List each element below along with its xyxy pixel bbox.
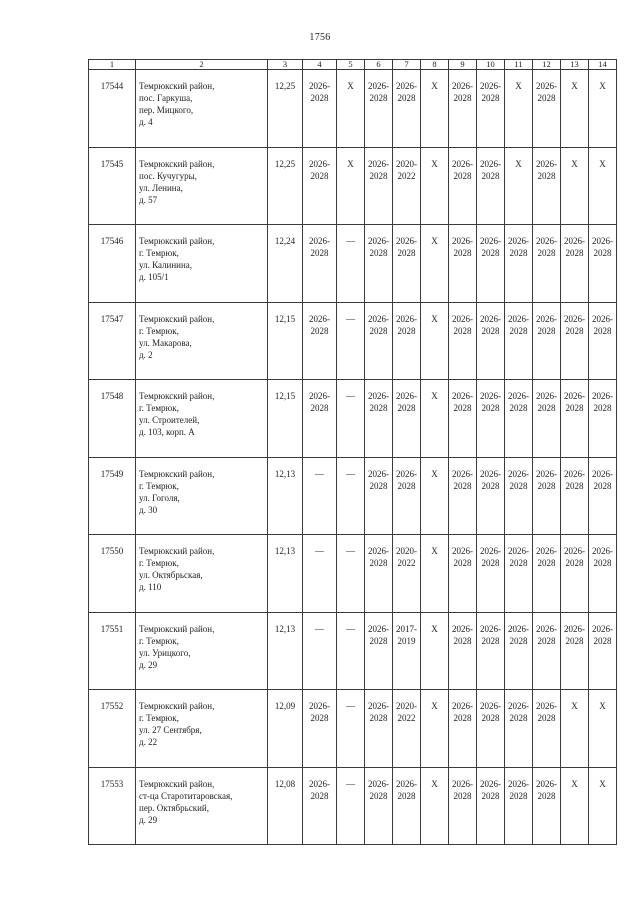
period-cell: 2026- 2028 bbox=[365, 225, 393, 303]
column-header: 13 bbox=[561, 60, 589, 70]
period-cell: 2026- 2028 bbox=[589, 535, 617, 613]
period-cell: X bbox=[421, 457, 449, 535]
address-cell: Темрюкский район, пос. Кучугуры, ул. Ленина, д. 57 bbox=[136, 147, 268, 225]
period-cell: 2026- 2028 bbox=[477, 690, 505, 768]
period-cell: 2026- 2028 bbox=[393, 302, 421, 380]
period-cell: X bbox=[421, 690, 449, 768]
period-cell: 2026- 2028 bbox=[303, 302, 337, 380]
period-cell: X bbox=[561, 690, 589, 768]
period-cell: — bbox=[303, 612, 337, 690]
column-header: 8 bbox=[421, 60, 449, 70]
record-number-cell: 17550 bbox=[89, 535, 136, 613]
period-cell: 2026- 2028 bbox=[533, 302, 561, 380]
value-cell: 12,25 bbox=[268, 147, 303, 225]
period-cell: 2026- 2028 bbox=[449, 690, 477, 768]
period-cell: 2026- 2028 bbox=[303, 147, 337, 225]
period-cell: 2026- 2028 bbox=[477, 380, 505, 458]
table-row bbox=[89, 380, 617, 458]
period-cell: 2026- 2028 bbox=[393, 457, 421, 535]
period-cell: 2026- 2028 bbox=[505, 380, 533, 458]
period-cell: 2026- 2028 bbox=[477, 535, 505, 613]
period-cell: 2026- 2028 bbox=[449, 612, 477, 690]
period-cell: 2026- 2028 bbox=[533, 612, 561, 690]
period-cell: 2026- 2028 bbox=[365, 70, 393, 148]
table-row bbox=[89, 767, 617, 845]
value-cell: 12,08 bbox=[268, 767, 303, 845]
period-cell: 2026- 2028 bbox=[477, 612, 505, 690]
period-cell: 2026- 2028 bbox=[449, 302, 477, 380]
period-cell: 2026- 2028 bbox=[477, 225, 505, 303]
period-cell: X bbox=[421, 302, 449, 380]
period-cell: 2026- 2028 bbox=[533, 690, 561, 768]
period-cell: X bbox=[421, 767, 449, 845]
period-cell: 2026- 2028 bbox=[561, 380, 589, 458]
address-cell: Темрюкский район, пос. Гаркуша, пер. Мицкого, д. 4 bbox=[136, 70, 268, 148]
record-number-cell: 17548 bbox=[89, 380, 136, 458]
period-cell: — bbox=[337, 767, 365, 845]
registry-table bbox=[88, 59, 617, 845]
value-cell: 12,25 bbox=[268, 70, 303, 148]
period-cell: X bbox=[421, 70, 449, 148]
period-cell: X bbox=[505, 70, 533, 148]
record-number-cell: 17551 bbox=[89, 612, 136, 690]
period-cell: X bbox=[421, 225, 449, 303]
period-cell: 2026- 2028 bbox=[365, 457, 393, 535]
period-cell: 2026- 2028 bbox=[303, 767, 337, 845]
period-cell: 2026- 2028 bbox=[303, 70, 337, 148]
period-cell: X bbox=[589, 70, 617, 148]
period-cell: 2026- 2028 bbox=[505, 612, 533, 690]
period-cell: — bbox=[303, 535, 337, 613]
period-cell: 2026- 2028 bbox=[393, 767, 421, 845]
address-cell: Темрюкский район, г. Темрюк, ул. Макарова, д. 2 bbox=[136, 302, 268, 380]
address-cell: Темрюкский район, г. Темрюк, ул. Гоголя, д. 30 bbox=[136, 457, 268, 535]
period-cell: X bbox=[421, 147, 449, 225]
table-body bbox=[89, 70, 617, 845]
period-cell: 2026- 2028 bbox=[365, 767, 393, 845]
period-cell: 2026- 2028 bbox=[393, 70, 421, 148]
period-cell: X bbox=[561, 767, 589, 845]
record-number-cell: 17545 bbox=[89, 147, 136, 225]
period-cell: 2026- 2028 bbox=[589, 380, 617, 458]
period-cell: X bbox=[561, 70, 589, 148]
period-cell: 2026- 2028 bbox=[449, 767, 477, 845]
period-cell: 2026- 2028 bbox=[533, 225, 561, 303]
period-cell: 2026- 2028 bbox=[505, 535, 533, 613]
period-cell: 2026- 2028 bbox=[393, 380, 421, 458]
period-cell: 2026- 2028 bbox=[365, 302, 393, 380]
period-cell: — bbox=[337, 302, 365, 380]
table-row bbox=[89, 302, 617, 380]
period-cell: — bbox=[303, 457, 337, 535]
period-cell: 2026- 2028 bbox=[303, 225, 337, 303]
period-cell: — bbox=[337, 690, 365, 768]
period-cell: 2020- 2022 bbox=[393, 690, 421, 768]
period-cell: — bbox=[337, 457, 365, 535]
table-row bbox=[89, 535, 617, 613]
period-cell: 2020- 2022 bbox=[393, 147, 421, 225]
column-header: 3 bbox=[268, 60, 303, 70]
table-row bbox=[89, 70, 617, 148]
address-cell: Темрюкский район, г. Темрюк, ул. Строителей, д. 103, корп. А bbox=[136, 380, 268, 458]
period-cell: X bbox=[421, 380, 449, 458]
period-cell: X bbox=[589, 767, 617, 845]
period-cell: 2017- 2019 bbox=[393, 612, 421, 690]
column-header: 7 bbox=[393, 60, 421, 70]
period-cell: X bbox=[589, 147, 617, 225]
table-row bbox=[89, 612, 617, 690]
period-cell: 2026- 2028 bbox=[533, 457, 561, 535]
period-cell: X bbox=[337, 70, 365, 148]
value-cell: 12,24 bbox=[268, 225, 303, 303]
record-number-cell: 17549 bbox=[89, 457, 136, 535]
table-row bbox=[89, 690, 617, 768]
period-cell: 2026- 2028 bbox=[449, 147, 477, 225]
period-cell: 2026- 2028 bbox=[561, 612, 589, 690]
period-cell: 2026- 2028 bbox=[533, 767, 561, 845]
period-cell: 2026- 2028 bbox=[477, 302, 505, 380]
period-cell: 2026- 2028 bbox=[477, 147, 505, 225]
table-row bbox=[89, 225, 617, 303]
record-number-cell: 17546 bbox=[89, 225, 136, 303]
period-cell: 2026- 2028 bbox=[533, 380, 561, 458]
value-cell: 12,15 bbox=[268, 302, 303, 380]
period-cell: 2026- 2028 bbox=[477, 767, 505, 845]
column-header: 6 bbox=[365, 60, 393, 70]
period-cell: 2026- 2028 bbox=[533, 535, 561, 613]
period-cell: 2026- 2028 bbox=[365, 380, 393, 458]
period-cell: 2026- 2028 bbox=[365, 690, 393, 768]
record-number-cell: 17553 bbox=[89, 767, 136, 845]
period-cell: 2026- 2028 bbox=[589, 612, 617, 690]
column-header: 14 bbox=[589, 60, 617, 70]
period-cell: 2026- 2028 bbox=[561, 225, 589, 303]
column-header: 10 bbox=[477, 60, 505, 70]
period-cell: 2026- 2028 bbox=[365, 147, 393, 225]
record-number-cell: 17547 bbox=[89, 302, 136, 380]
column-header: 11 bbox=[505, 60, 533, 70]
period-cell: — bbox=[337, 612, 365, 690]
period-cell: X bbox=[421, 535, 449, 613]
record-number-cell: 17552 bbox=[89, 690, 136, 768]
period-cell: 2026- 2028 bbox=[589, 225, 617, 303]
address-cell: Темрюкский район, ст-ца Старотитаровская, пер. Октябрьский, д. 29 bbox=[136, 767, 268, 845]
header-row bbox=[89, 60, 617, 70]
period-cell: 2026- 2028 bbox=[449, 535, 477, 613]
column-header: 2 bbox=[136, 60, 268, 70]
period-cell: 2026- 2028 bbox=[303, 380, 337, 458]
period-cell: 2026- 2028 bbox=[505, 302, 533, 380]
value-cell: 12,09 bbox=[268, 690, 303, 768]
period-cell: X bbox=[421, 612, 449, 690]
period-cell: 2026- 2028 bbox=[561, 457, 589, 535]
period-cell: 2026- 2028 bbox=[449, 457, 477, 535]
period-cell: 2026- 2028 bbox=[365, 612, 393, 690]
value-cell: 12,13 bbox=[268, 612, 303, 690]
period-cell: 2026- 2028 bbox=[449, 70, 477, 148]
period-cell: X bbox=[337, 147, 365, 225]
period-cell: 2026- 2028 bbox=[561, 535, 589, 613]
period-cell: 2026- 2028 bbox=[477, 457, 505, 535]
address-cell: Темрюкский район, г. Темрюк, ул. 27 Сентября, д. 22 bbox=[136, 690, 268, 768]
period-cell: — bbox=[337, 225, 365, 303]
period-cell: 2026- 2028 bbox=[449, 225, 477, 303]
column-header: 9 bbox=[449, 60, 477, 70]
value-cell: 12,13 bbox=[268, 457, 303, 535]
table-row bbox=[89, 457, 617, 535]
period-cell: 2026- 2028 bbox=[505, 690, 533, 768]
period-cell: 2026- 2028 bbox=[505, 457, 533, 535]
value-cell: 12,15 bbox=[268, 380, 303, 458]
table-row bbox=[89, 147, 617, 225]
address-cell: Темрюкский район, г. Темрюк, ул. Октябрьская, д. 110 bbox=[136, 535, 268, 613]
period-cell: 2026- 2028 bbox=[533, 70, 561, 148]
period-cell: 2026- 2028 bbox=[449, 380, 477, 458]
period-cell: — bbox=[337, 535, 365, 613]
address-cell: Темрюкский район, г. Темрюк, ул. Калинина, д. 105/1 bbox=[136, 225, 268, 303]
period-cell: X bbox=[561, 147, 589, 225]
period-cell: 2026- 2028 bbox=[505, 225, 533, 303]
address-cell: Темрюкский район, г. Темрюк, ул. Урицкого, д. 29 bbox=[136, 612, 268, 690]
period-cell: 2026- 2028 bbox=[589, 302, 617, 380]
column-header: 1 bbox=[89, 60, 136, 70]
column-header: 5 bbox=[337, 60, 365, 70]
period-cell: 2026- 2028 bbox=[561, 302, 589, 380]
period-cell: — bbox=[337, 380, 365, 458]
period-cell: 2020- 2022 bbox=[393, 535, 421, 613]
page-number: 1756 bbox=[309, 32, 331, 43]
period-cell: 2026- 2028 bbox=[533, 147, 561, 225]
period-cell: X bbox=[589, 690, 617, 768]
record-number-cell: 17544 bbox=[89, 70, 136, 148]
period-cell: 2026- 2028 bbox=[505, 767, 533, 845]
period-cell: 2026- 2028 bbox=[477, 70, 505, 148]
period-cell: X bbox=[505, 147, 533, 225]
period-cell: 2026- 2028 bbox=[393, 225, 421, 303]
column-header: 4 bbox=[303, 60, 337, 70]
period-cell: 2026- 2028 bbox=[365, 535, 393, 613]
period-cell: 2026- 2028 bbox=[589, 457, 617, 535]
value-cell: 12,13 bbox=[268, 535, 303, 613]
column-header: 12 bbox=[533, 60, 561, 70]
period-cell: 2026- 2028 bbox=[303, 690, 337, 768]
